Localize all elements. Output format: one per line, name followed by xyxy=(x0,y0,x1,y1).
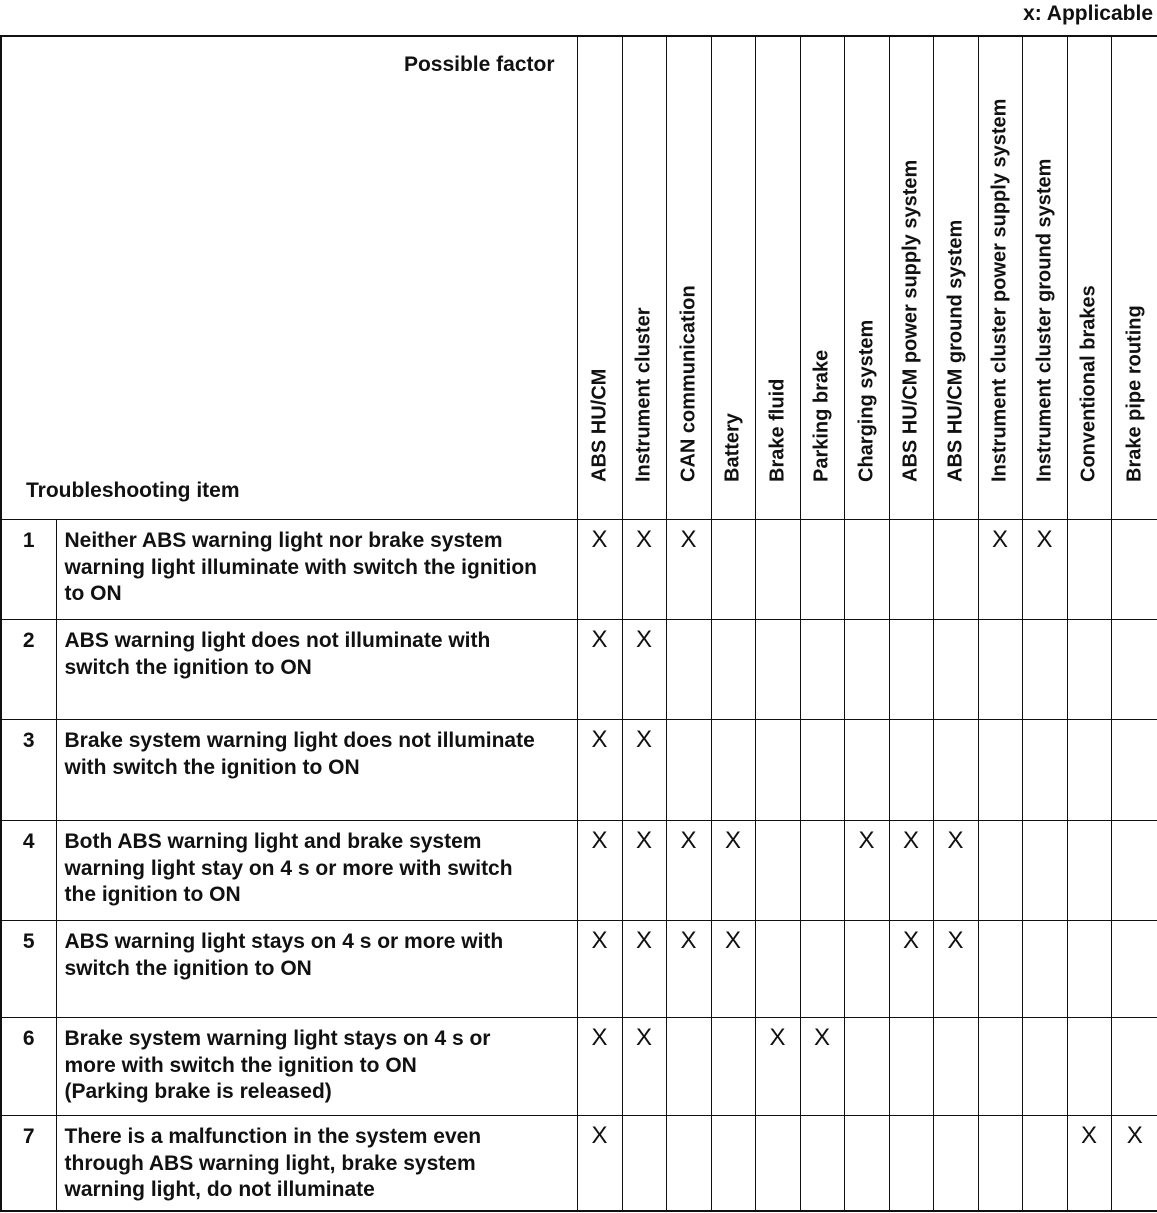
row-number: 5 xyxy=(1,921,56,1018)
troubleshooting-item-label: Troubleshooting item xyxy=(26,479,240,502)
table-row xyxy=(1,620,1157,720)
troubleshooting-description xyxy=(56,720,577,821)
applicability-cell xyxy=(755,720,800,821)
description-line: switch the ignition to ON xyxy=(64,956,312,980)
applicability-cell xyxy=(1111,720,1157,821)
table-row xyxy=(1,1116,1157,1211)
applicability-cell xyxy=(711,1116,755,1211)
applicability-cell xyxy=(844,720,889,821)
applicability-cell xyxy=(889,520,933,620)
row-number: 4 xyxy=(1,821,56,921)
applicability-cell: X xyxy=(577,720,622,821)
applicability-cell: X xyxy=(711,821,755,921)
description-line: warning light illuminate with switch the ignition xyxy=(64,555,537,579)
applicability-cell xyxy=(1067,720,1111,821)
description-line: warning light stay on 4 s or more with switch xyxy=(64,856,513,880)
description-line: Neither ABS warning light nor brake system xyxy=(64,529,503,552)
applicability-cell xyxy=(1111,520,1157,620)
applicability-cell xyxy=(844,1116,889,1211)
description-line: ABS warning light stays on 4 s or more with xyxy=(64,930,504,953)
factor-column-header xyxy=(755,36,800,520)
applicability-cell xyxy=(844,520,889,620)
applicability-cell xyxy=(978,620,1022,720)
table-row xyxy=(1,921,1157,1018)
applicability-cell xyxy=(1111,1018,1157,1116)
applicability-cell xyxy=(666,1018,711,1116)
description-line: with switch the ignition to ON xyxy=(64,755,360,779)
table-row xyxy=(1,821,1157,921)
factor-column-header xyxy=(1111,36,1157,520)
applicability-cell xyxy=(711,620,755,720)
applicability-cell xyxy=(711,520,755,620)
applicability-cell xyxy=(755,921,800,1018)
applicability-cell xyxy=(800,821,844,921)
applicability-cell: X xyxy=(933,821,978,921)
factor-column-header xyxy=(666,36,711,520)
applicability-cell xyxy=(1022,620,1067,720)
factor-label: Instrument cluster power supply system xyxy=(988,98,1011,482)
applicability-cell xyxy=(711,720,755,821)
applicability-cell: X xyxy=(889,921,933,1018)
description-line: the ignition to ON xyxy=(64,883,241,906)
applicability-cell xyxy=(889,1018,933,1116)
applicability-cell xyxy=(666,1116,711,1211)
table-corner-header xyxy=(1,36,577,520)
description-line: more with switch the ignition to ON xyxy=(64,1053,417,1077)
factor-label: CAN communication xyxy=(677,285,699,482)
factor-label: Instrument cluster ground system xyxy=(1033,158,1055,482)
factor-label: Charging system xyxy=(855,319,877,482)
factor-label: Brake pipe routing xyxy=(1123,305,1146,482)
applicability-cell: X xyxy=(978,520,1022,620)
applicability-cell xyxy=(1022,1018,1067,1116)
factor-column-header xyxy=(889,36,933,520)
troubleshooting-description xyxy=(56,921,577,1018)
applicability-cell xyxy=(800,620,844,720)
factor-label: Brake fluid xyxy=(766,378,788,482)
table-row xyxy=(1,720,1157,821)
applicability-cell: X xyxy=(800,1018,844,1116)
applicability-cell: X xyxy=(577,1018,622,1116)
factor-column-header xyxy=(622,36,666,520)
applicability-cell xyxy=(755,1116,800,1211)
applicability-cell xyxy=(800,921,844,1018)
applicability-cell xyxy=(933,720,978,821)
applicability-cell: X xyxy=(711,921,755,1018)
applicability-cell xyxy=(800,520,844,620)
troubleshooting-description xyxy=(56,821,577,921)
factor-label: Conventional brakes xyxy=(1077,285,1100,482)
applicability-cell xyxy=(1067,520,1111,620)
applicability-cell: X xyxy=(577,821,622,921)
description-line: Brake system warning light stays on 4 s or xyxy=(64,1027,491,1050)
applicability-cell xyxy=(800,1116,844,1211)
applicability-cell xyxy=(1067,821,1111,921)
applicability-cell: X xyxy=(622,720,666,821)
applicability-cell xyxy=(622,1116,666,1211)
table-body xyxy=(1,520,1157,1211)
applicability-cell xyxy=(1022,720,1067,821)
row-number: 3 xyxy=(1,720,56,821)
applicability-cell xyxy=(1022,821,1067,921)
applicability-cell xyxy=(666,620,711,720)
troubleshooting-description xyxy=(56,520,577,620)
applicability-cell xyxy=(755,821,800,921)
applicability-cell xyxy=(1067,1018,1111,1116)
applicability-cell xyxy=(1111,921,1157,1018)
applicability-cell xyxy=(933,1018,978,1116)
applicability-cell xyxy=(933,520,978,620)
applicability-cell xyxy=(1111,821,1157,921)
applicability-cell: X xyxy=(577,921,622,1018)
applicability-cell: X xyxy=(933,921,978,1018)
factor-column-header xyxy=(577,36,622,520)
applicability-cell xyxy=(1067,620,1111,720)
row-number: 2 xyxy=(1,620,56,720)
applicability-cell: X xyxy=(622,921,666,1018)
factor-column-header xyxy=(800,36,844,520)
applicability-cell xyxy=(1022,1116,1067,1211)
applicability-cell: X xyxy=(666,821,711,921)
factor-column-header xyxy=(1067,36,1111,520)
description-line: Both ABS warning light and brake system xyxy=(64,830,482,853)
header-row xyxy=(1,36,1157,520)
factor-label: ABS HU/CM ground system xyxy=(944,219,966,482)
description-line: ABS warning light does not illuminate with xyxy=(64,629,491,652)
factor-column-header xyxy=(978,36,1022,520)
applicability-cell: X xyxy=(844,821,889,921)
applicability-cell: X xyxy=(622,1018,666,1116)
description-line: to ON xyxy=(64,582,122,605)
applicability-cell xyxy=(844,620,889,720)
applicability-cell xyxy=(1067,921,1111,1018)
description-line: through ABS warning light, brake system xyxy=(64,1151,476,1175)
applicability-cell: X xyxy=(622,520,666,620)
applicability-cell xyxy=(889,720,933,821)
factor-label: ABS HU/CM xyxy=(588,368,610,482)
applicability-cell xyxy=(844,921,889,1018)
description-line: (Parking brake is released) xyxy=(64,1080,332,1103)
factor-column-header xyxy=(844,36,889,520)
applicability-cell: X xyxy=(666,520,711,620)
description-line: warning light, do not illuminate xyxy=(64,1178,375,1201)
applicability-cell xyxy=(978,1116,1022,1211)
troubleshooting-description xyxy=(56,1116,577,1211)
table-row xyxy=(1,1018,1157,1116)
applicability-cell xyxy=(800,720,844,821)
row-number: 7 xyxy=(1,1116,56,1211)
factor-column-header xyxy=(711,36,755,520)
factor-column-header xyxy=(933,36,978,520)
applicability-cell xyxy=(844,1018,889,1116)
factor-label: Battery xyxy=(721,413,744,482)
applicability-cell xyxy=(933,1116,978,1211)
applicability-cell xyxy=(711,1018,755,1116)
table-row xyxy=(1,520,1157,620)
troubleshooting-description xyxy=(56,1018,577,1116)
applicability-cell xyxy=(1111,620,1157,720)
possible-factor-label: Possible factor xyxy=(403,53,555,76)
row-number: 1 xyxy=(1,520,56,620)
applicability-cell xyxy=(933,620,978,720)
applicability-cell: X xyxy=(1022,520,1067,620)
applicability-cell xyxy=(978,720,1022,821)
row-number: 6 xyxy=(1,1018,56,1116)
applicability-cell xyxy=(978,821,1022,921)
applicability-cell xyxy=(755,620,800,720)
applicability-cell xyxy=(889,620,933,720)
description-line: There is a malfunction in the system even xyxy=(64,1125,482,1148)
applicability-cell: X xyxy=(622,620,666,720)
applicability-cell xyxy=(978,1018,1022,1116)
applicability-cell: X xyxy=(666,921,711,1018)
factor-label: Parking brake xyxy=(810,349,833,482)
applicability-cell: X xyxy=(577,520,622,620)
applicability-cell: X xyxy=(755,1018,800,1116)
applicability-cell: X xyxy=(577,620,622,720)
troubleshooting-table xyxy=(0,35,1157,1212)
description-line: Brake system warning light does not illuminate xyxy=(64,729,535,752)
applicability-cell: X xyxy=(622,821,666,921)
description-line: switch the ignition to ON xyxy=(64,655,312,679)
applicability-cell: X xyxy=(889,821,933,921)
applicability-cell xyxy=(889,1116,933,1211)
applicable-legend: x: Applicable xyxy=(1023,2,1153,25)
applicability-cell xyxy=(755,520,800,620)
troubleshooting-description xyxy=(56,620,577,720)
applicability-cell xyxy=(666,720,711,821)
applicability-cell: X xyxy=(1067,1116,1111,1211)
factor-column-header xyxy=(1022,36,1067,520)
applicability-cell xyxy=(978,921,1022,1018)
factor-label: Instrument cluster xyxy=(632,307,655,482)
applicability-cell: X xyxy=(577,1116,622,1211)
applicability-cell: X xyxy=(1111,1116,1157,1211)
applicability-cell xyxy=(1022,921,1067,1018)
factor-label: ABS HU/CM power supply system xyxy=(899,159,922,482)
